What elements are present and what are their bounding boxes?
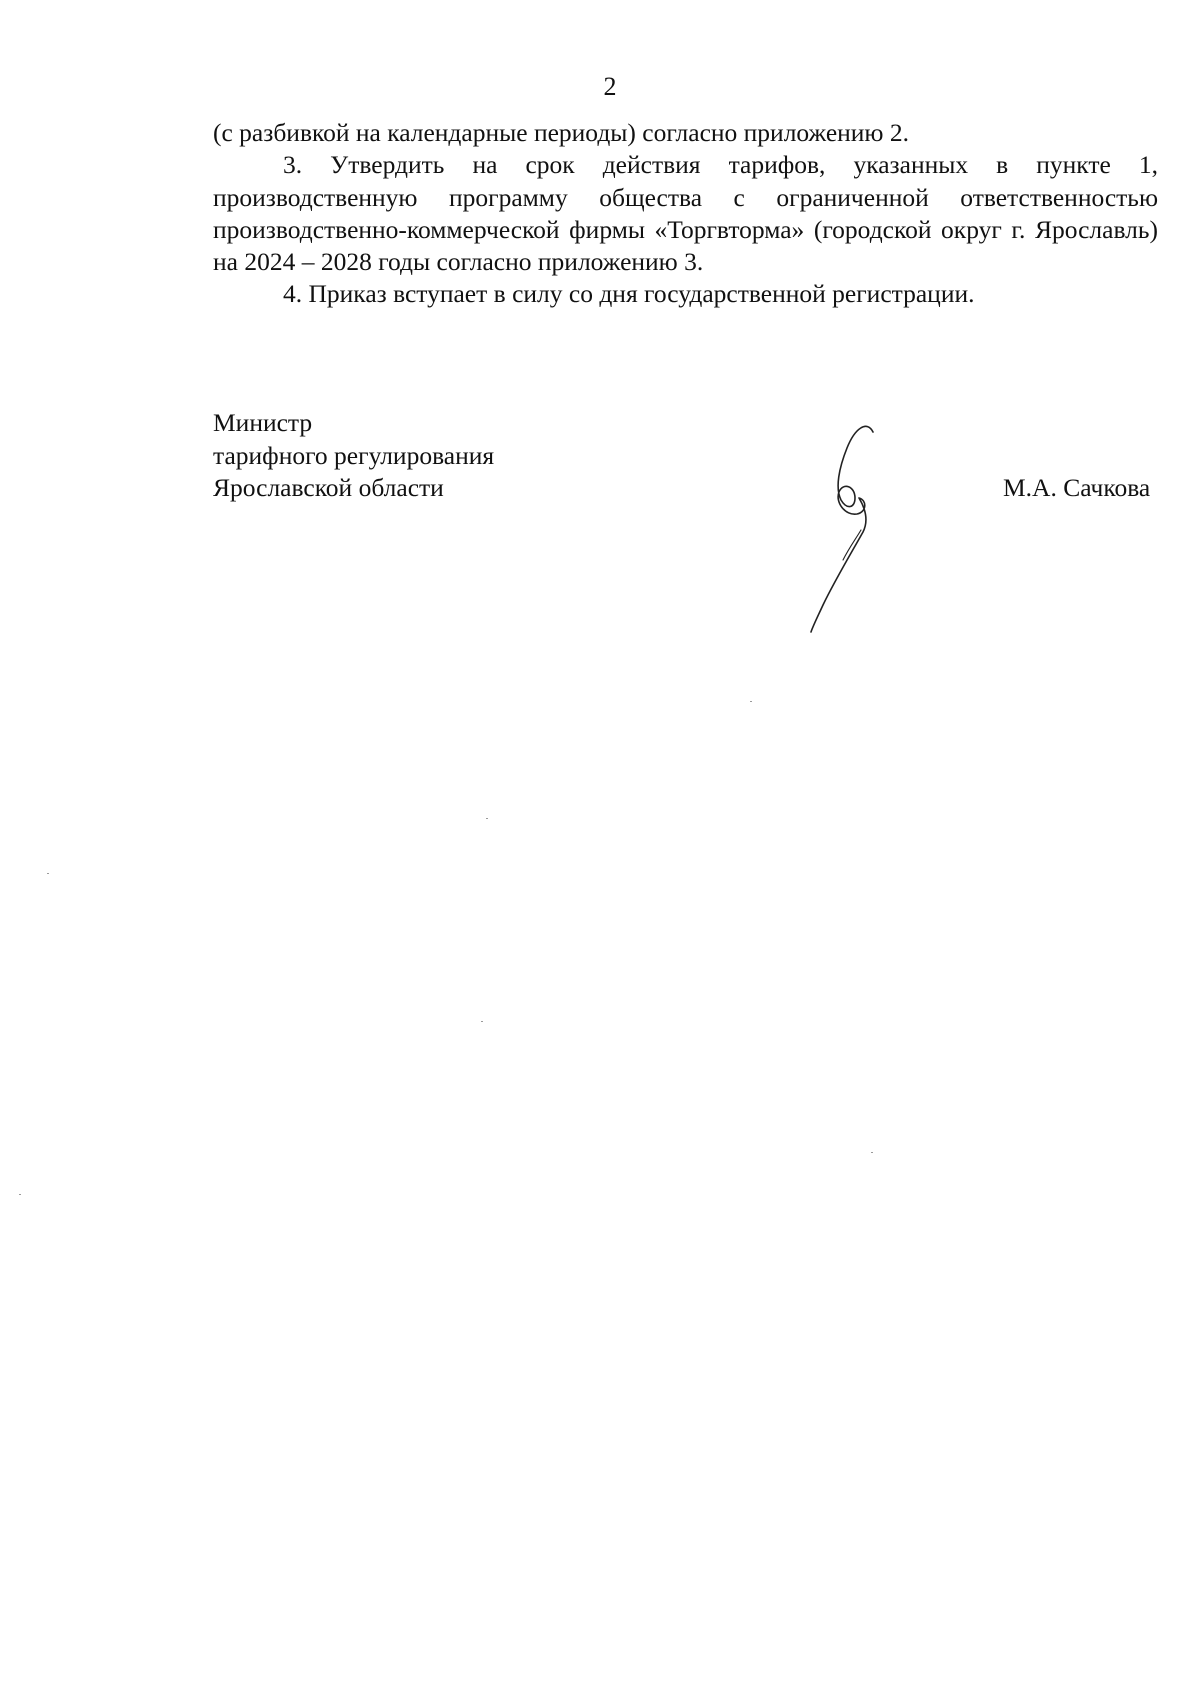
scan-speck [19,1194,21,1195]
scan-speck [750,701,752,702]
paragraph-continuation: (с разбивкой на календарные периоды) согласно приложению 2. [213,118,909,147]
paragraph-item-4: 4. Приказ вступает в силу со дня государственной регистрации. [283,279,975,309]
page-number: 2 [603,72,617,101]
signatory-position [213,407,494,505]
position-line-1: Министр [213,408,313,437]
signatory-name: М.А. Сачкова [1003,473,1151,502]
scan-speck [47,873,49,874]
scan-speck [481,1021,483,1022]
document-body [213,117,1158,311]
scan-speck [871,1152,873,1153]
position-line-3: Ярославской области [213,473,444,502]
handwritten-signature [795,420,905,635]
position-line-2: тарифного регулирования [213,440,495,470]
scan-speck [486,818,488,819]
paragraph-item-3: 3. Утвердить на срок действия тарифов, указанных в пункте 1, производственную программу общества с ограниченной ответственностью производственно-коммерческой фирмы «Торгвторма» (городской округ г. Ярославль) на 2024 – 2028 годы согласно приложению 3. [213,150,1158,277]
